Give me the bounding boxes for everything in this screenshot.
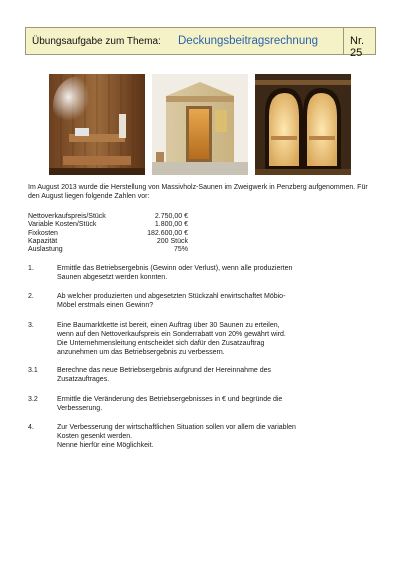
sauna-steam-photo	[49, 74, 145, 175]
task-number: 3.1	[28, 367, 38, 374]
task-number: 3.	[28, 322, 34, 329]
fact-row	[28, 230, 188, 238]
task-text: Eine Baumarktkette ist bereit, einen Auftrag über 30 Saunen zu erteilen, wenn auf den Nettoverkaufspreis ein Sonderrabatt von 20% gewährt wird. Die Unternehmensleitung entscheidet sich dafür den Zusatzauftrag anzunehmen um das Betriebsergebnis zu verbessern.	[57, 322, 286, 356]
task-number: 2.	[28, 293, 34, 300]
fact-label: Fixkosten	[28, 229, 58, 237]
task-text: Ermittle die Veränderung des Betriebsergebnisses in € und begründe die Verbesserung.	[57, 396, 283, 412]
header-box	[25, 27, 376, 59]
header-divider	[343, 28, 344, 54]
fact-row	[28, 238, 188, 246]
fact-value: 75%	[173, 246, 188, 254]
fact-value: 200 Stück	[156, 237, 188, 245]
sauna-arched-cabin-photo	[255, 74, 351, 175]
header-prefix: Übungsaufgabe zum Thema:	[32, 36, 161, 47]
fact-value: 182.600,00 €	[147, 229, 188, 237]
fact-row	[28, 246, 188, 254]
task-number: 1.	[28, 265, 34, 272]
facts-table	[28, 213, 188, 254]
task-number: 3.2	[28, 396, 38, 403]
task-number: 4.	[28, 424, 34, 431]
fact-row	[28, 213, 188, 221]
task-text: Zur Verbesserung der wirtschaftlichen Situation sollen vor allem die variablen Kosten gesenkt werden. Nenne hierfür eine Möglichkeit.	[57, 424, 296, 449]
task-text: Ab welcher produzierten und abgesetzten Stückzahl erwirtschaftet Möbio- Möbel erstmals einen Gewinn?	[57, 293, 286, 309]
fact-value: 1.800,00 €	[154, 221, 188, 229]
header-topic: Deckungsbeitragsrechnung	[178, 35, 319, 47]
fact-label: Kapazität	[28, 237, 58, 245]
fact-row	[28, 221, 188, 229]
fact-label: Auslastung	[28, 246, 63, 254]
sauna-corner-cabin-photo	[152, 74, 248, 175]
exercise-number: Nr. 25	[350, 35, 365, 59]
fact-label: Variable Kosten/Stück	[28, 221, 97, 229]
fact-label: Nettoverkaufspreis/Stück	[28, 213, 106, 220]
intro-paragraph: Im August 2013 wurde die Herstellung von Massivholz-Saunen im Zweigwerk in Penzberg aufgenommen. Für den August liegen folgende Zahlen vor:	[28, 184, 368, 200]
task-text: Ermittle das Betriebsergebnis (Gewinn oder Verlust), wenn alle produzierten Saunen abgesetzt werden konnten.	[57, 265, 293, 281]
fact-value: 2.750,00 €	[154, 213, 188, 220]
task-text: Berechne das neue Betriebsergebnis aufgrund der Hereinnahme des Zusatzauftrages.	[57, 367, 272, 383]
